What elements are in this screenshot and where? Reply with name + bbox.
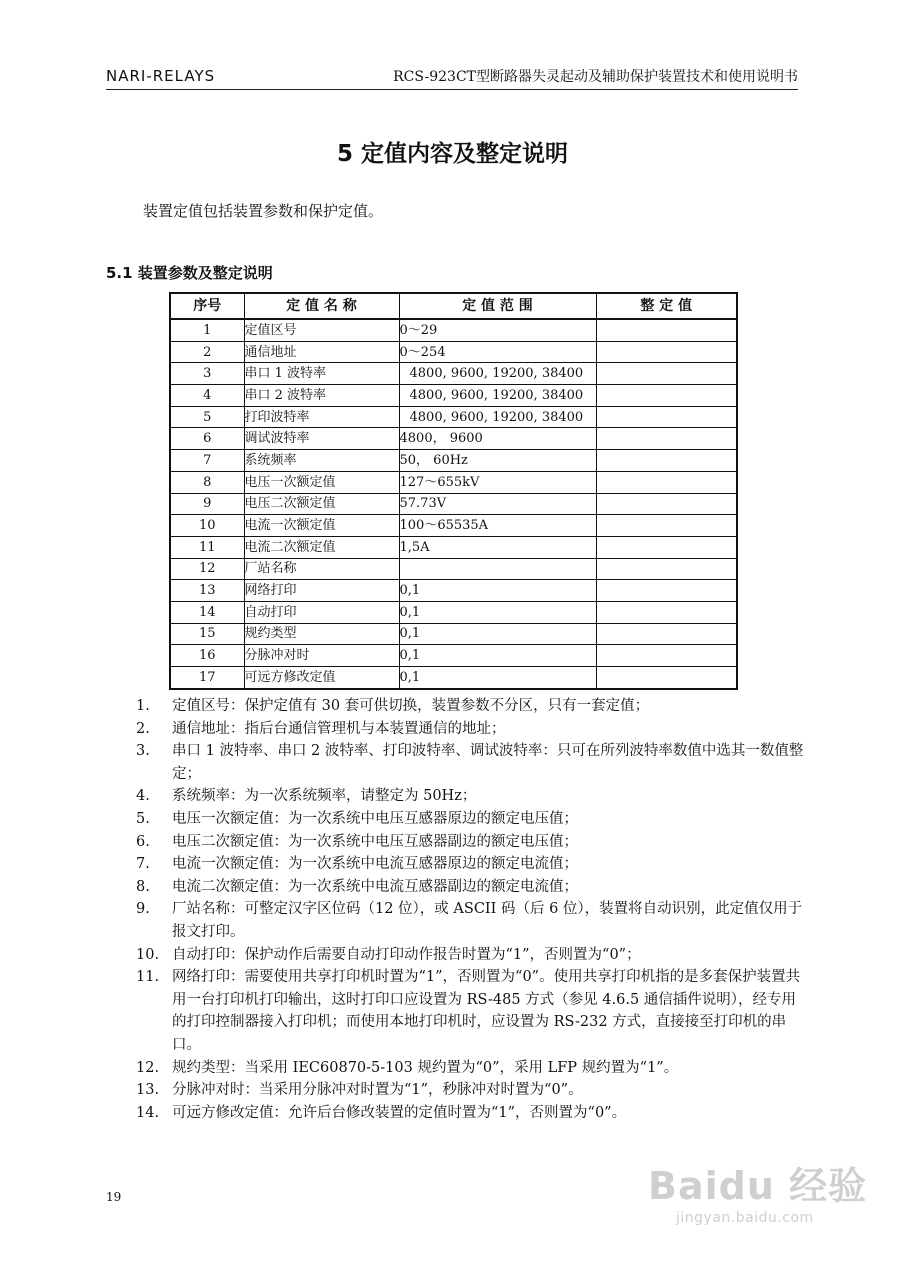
cell-range: 57.73V: [399, 493, 596, 515]
cell-name: 串口 1 波特率: [244, 363, 399, 385]
table-row: [170, 601, 737, 623]
cell-range: 0,1: [399, 623, 596, 645]
cell-no: 2: [170, 341, 244, 363]
note-number: 4.: [136, 788, 150, 805]
cell-name: 系统频率: [244, 450, 399, 472]
section-title: 5.1 装置参数及整定说明: [106, 264, 273, 282]
cell-value: [596, 558, 737, 580]
note-number: 14.: [136, 1104, 160, 1121]
cell-range: 0,1: [399, 645, 596, 667]
note-item: [136, 944, 804, 967]
watermark-url: jingyan.baidu.com: [676, 1210, 814, 1226]
note-text: 电流一次额定值：为一次系统中电流互感器原边的额定电流值；: [172, 856, 578, 873]
table-row: [170, 580, 737, 602]
cell-value: [596, 667, 737, 689]
note-number: 13.: [136, 1082, 160, 1099]
note-text: 串口 1 波特率、串口 2 波特率、打印波特率、调试波特率：只可在所列波特率数值中选其一数值整定；: [172, 743, 804, 782]
table-row: [170, 385, 737, 407]
cell-range: 4800, 9600, 19200, 38400: [399, 406, 596, 428]
column-header-no: 序号: [170, 293, 244, 319]
document-title: RCS-923CT型断路器失灵起动及辅助保护装置技术和使用说明书: [393, 69, 798, 85]
cell-value: [596, 450, 737, 472]
cell-range: 0～29: [399, 319, 596, 341]
cell-no: 1: [170, 319, 244, 341]
note-number: 9.: [136, 901, 150, 918]
cell-name: 电压一次额定值: [244, 471, 399, 493]
note-item: [136, 718, 804, 741]
cell-name: 规约类型: [244, 623, 399, 645]
note-number: 7.: [136, 856, 150, 873]
cell-range: 0,1: [399, 580, 596, 602]
cell-value: [596, 536, 737, 558]
cell-name: 电流一次额定值: [244, 515, 399, 537]
table-body: [170, 319, 737, 689]
note-item: [136, 695, 804, 718]
note-number: 6.: [136, 833, 150, 850]
cell-name: 打印波特率: [244, 406, 399, 428]
table-row: [170, 667, 737, 689]
column-header-range: 定 值 范 围: [399, 293, 596, 319]
notes-list: [136, 695, 804, 1124]
cell-value: [596, 363, 737, 385]
cell-value: [596, 580, 737, 602]
note-text: 电压二次额定值：为一次系统中电压互感器副边的额定电压值；: [172, 833, 578, 850]
watermark-logo: Baidu 经验: [648, 1164, 868, 1208]
cell-name: 通信地址: [244, 341, 399, 363]
note-item: [136, 898, 804, 943]
cell-range: 0～254: [399, 341, 596, 363]
cell-value: [596, 341, 737, 363]
cell-no: 11: [170, 536, 244, 558]
note-item: [136, 966, 804, 1056]
note-item: [136, 1057, 804, 1080]
note-number: 2.: [136, 720, 150, 737]
cell-no: 7: [170, 450, 244, 472]
note-text: 可远方修改定值：允许后台修改装置的定值时置为“1”，否则置为“0”。: [172, 1104, 627, 1121]
company-name: NARI-RELAYS: [106, 67, 216, 85]
cell-range: 50， 60Hz: [399, 450, 596, 472]
cell-no: 16: [170, 645, 244, 667]
cell-no: 4: [170, 385, 244, 407]
parameter-table: [169, 292, 738, 690]
note-text: 自动打印：保护动作后需要自动打印动作报告时置为“1”，否则置为“0”；: [172, 946, 641, 963]
table-row: [170, 558, 737, 580]
table-row: [170, 428, 737, 450]
cell-name: 电流二次额定值: [244, 536, 399, 558]
note-text: 电压一次额定值：为一次系统中电压互感器原边的额定电压值；: [172, 810, 578, 827]
table-row: [170, 471, 737, 493]
cell-no: 13: [170, 580, 244, 602]
table-row: [170, 341, 737, 363]
cell-range: 4800， 9600: [399, 428, 596, 450]
note-text: 通信地址：指后台通信管理机与本装置通信的地址；: [172, 720, 506, 737]
note-text: 规约类型：当采用 IEC60870-5-103 规约置为“0”，采用 LFP 规约置为“1”。: [172, 1059, 679, 1076]
table-row: [170, 645, 737, 667]
cell-no: 9: [170, 493, 244, 515]
cell-name: 电压二次额定值: [244, 493, 399, 515]
cell-no: 5: [170, 406, 244, 428]
cell-no: 3: [170, 363, 244, 385]
cell-no: 17: [170, 667, 244, 689]
note-text: 定值区号：保护定值有 30 套可供切换，装置参数不分区，只有一套定值；: [172, 698, 650, 714]
cell-name: 串口 2 波特率: [244, 385, 399, 407]
column-header-name: 定 值 名 称: [244, 293, 399, 319]
note-item: [136, 808, 804, 831]
intro-paragraph: 装置定值包括装置参数和保护定值。: [143, 202, 384, 220]
cell-range: 0,1: [399, 667, 596, 689]
cell-no: 8: [170, 471, 244, 493]
table-row: [170, 515, 737, 537]
cell-value: [596, 471, 737, 493]
baidu-watermark: [648, 1155, 868, 1245]
cell-name: 网络打印: [244, 580, 399, 602]
note-item: [136, 831, 804, 854]
cell-no: 14: [170, 601, 244, 623]
page-number: 19: [106, 1190, 122, 1204]
note-text: 网络打印：需要使用共享打印机时置为“1”，否则置为“0”。使用共享打印机指的是多套保护装置共用一台打印机打印输出，这时打印口应设置为 RS-485 方式（参见 4.6.5 通信插件说明），经专用的打印控制器接入打印机；而使用本地打印机时，应设置为 RS-232 方式，直接接至打印机的串口。: [172, 969, 801, 1053]
cell-range: 1,5A: [399, 536, 596, 558]
cell-name: 分脉冲对时: [244, 645, 399, 667]
table-row: [170, 450, 737, 472]
table-row: [170, 319, 737, 341]
note-text: 系统频率：为一次系统频率，请整定为 50Hz；: [172, 788, 477, 805]
note-item: [136, 853, 804, 876]
cell-range: 0,1: [399, 601, 596, 623]
cell-value: [596, 406, 737, 428]
cell-value: [596, 623, 737, 645]
cell-no: 15: [170, 623, 244, 645]
note-number: 3.: [136, 743, 150, 760]
cell-range: 100～65535A: [399, 515, 596, 537]
note-number: 5.: [136, 810, 150, 827]
cell-name: 自动打印: [244, 601, 399, 623]
table-row: [170, 363, 737, 385]
cell-range: 4800, 9600, 19200, 38400: [399, 385, 596, 407]
cell-range: 4800, 9600, 19200, 38400: [399, 363, 596, 385]
cell-name: 厂站名称: [244, 558, 399, 580]
cell-value: [596, 493, 737, 515]
table-row: [170, 536, 737, 558]
note-item: [136, 740, 804, 785]
cell-value: [596, 428, 737, 450]
cell-no: 12: [170, 558, 244, 580]
note-text: 电流二次额定值：为一次系统中电流互感器副边的额定电流值；: [172, 878, 578, 895]
cell-range: 127～655kV: [399, 471, 596, 493]
table-row: [170, 493, 737, 515]
note-number: 8.: [136, 878, 150, 895]
note-text: 分脉冲对时：当采用分脉冲对时置为“1”，秒脉冲对时置为“0”。: [172, 1082, 583, 1099]
cell-no: 10: [170, 515, 244, 537]
cell-value: [596, 515, 737, 537]
cell-name: 定值区号: [244, 319, 399, 341]
note-number: 11.: [136, 969, 160, 986]
chapter-title: 5 定值内容及整定说明: [336, 141, 568, 167]
cell-no: 6: [170, 428, 244, 450]
column-header-value: 整 定 值: [596, 293, 737, 319]
cell-value: [596, 645, 737, 667]
cell-name: 调试波特率: [244, 428, 399, 450]
note-number: 1.: [136, 698, 150, 714]
cell-range: [399, 558, 596, 580]
table-header-row: [170, 293, 737, 319]
table-row: [170, 623, 737, 645]
cell-value: [596, 385, 737, 407]
note-item: [136, 785, 804, 808]
table-row: [170, 406, 737, 428]
note-item: [136, 1079, 804, 1102]
note-number: 10.: [136, 946, 160, 963]
cell-name: 可远方修改定值: [244, 667, 399, 689]
page-header: [106, 66, 798, 86]
note-item: [136, 876, 804, 899]
note-number: 12.: [136, 1059, 160, 1076]
note-text: 厂站名称：可整定汉字区位码（12 位），或 ASCII 码（后 6 位），装置将自动识别，此定值仅用于报文打印。: [172, 901, 803, 940]
note-item: [136, 1102, 804, 1125]
cell-value: [596, 319, 737, 341]
header-rule: [106, 89, 798, 90]
cell-value: [596, 601, 737, 623]
